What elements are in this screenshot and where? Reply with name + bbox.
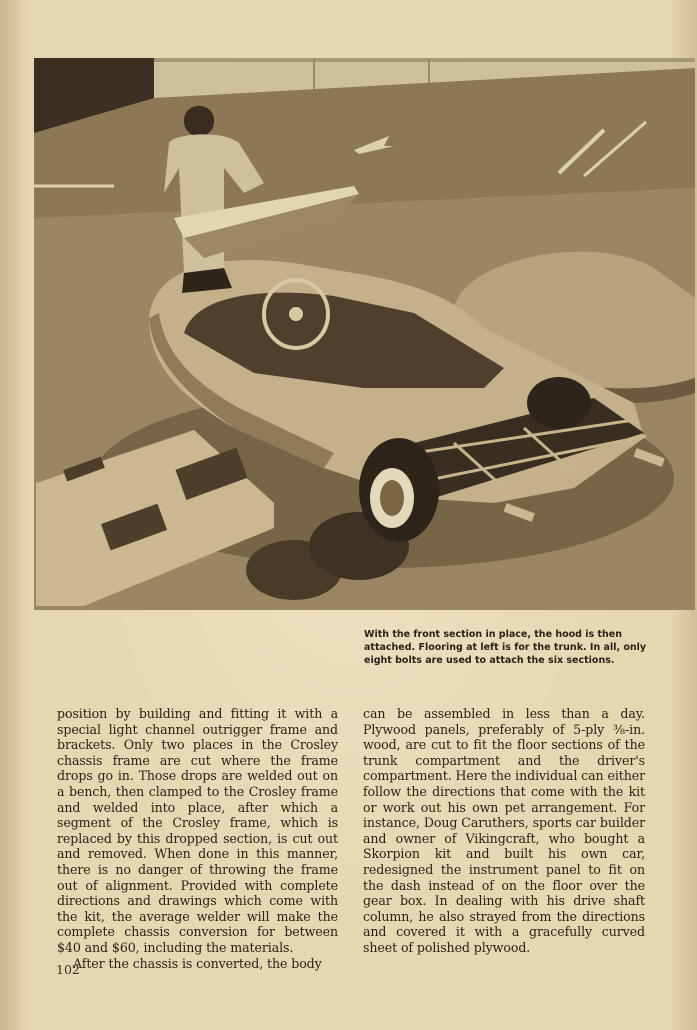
car-photo — [34, 58, 695, 610]
paragraph: position by building and fitting it with a special light channel outrigger frame and brackets. Only two places in the Crosley chassis frame are cut where the frame drops go in. Those drops are welded out on a bench, then clamped to the Crosley frame and welded into place, after which a segment of the Crosley frame, which is replaced by this dropped section, is cut out and removed. When done in this manner, there is no danger of throwing the frame out of alignment. Provided with complete directions and drawings which come with the kit, the average welder will make the complete chassis conversion for between $40 and $60, including the materials. — [57, 706, 338, 955]
paragraph: After the chassis is converted, the body — [73, 955, 322, 971]
text-column-right — [363, 706, 645, 956]
page-number: 102 — [56, 962, 80, 977]
figure-caption: With the front section in place, the hood is then attached. Flooring at left is for the trunk. In all, only eight bolts are used to attach the six sections. — [364, 629, 647, 666]
text-column-left — [57, 706, 338, 971]
photo-icon — [34, 58, 695, 610]
paragraph: can be assembled in less than a day. Plywood panels, preferably of 5-ply ⅜-in. wood, are cut to fit the floor sections of the trunk compartment and the driver's compartment. Here the individual can either follow the directions that come with the kit or work out his own pet arrangement. For instance, Doug Caruthers, sports car builder and owner of Vikingcraft, who bought a Skorpion kit and built his own car, redesigned the instrument panel to fit on the dash instead of on the floor over the gear box. In dealing with his drive shaft column, he also strayed from the directions and covered it with a gracefully curved sheet of polished plywood. — [363, 706, 645, 955]
